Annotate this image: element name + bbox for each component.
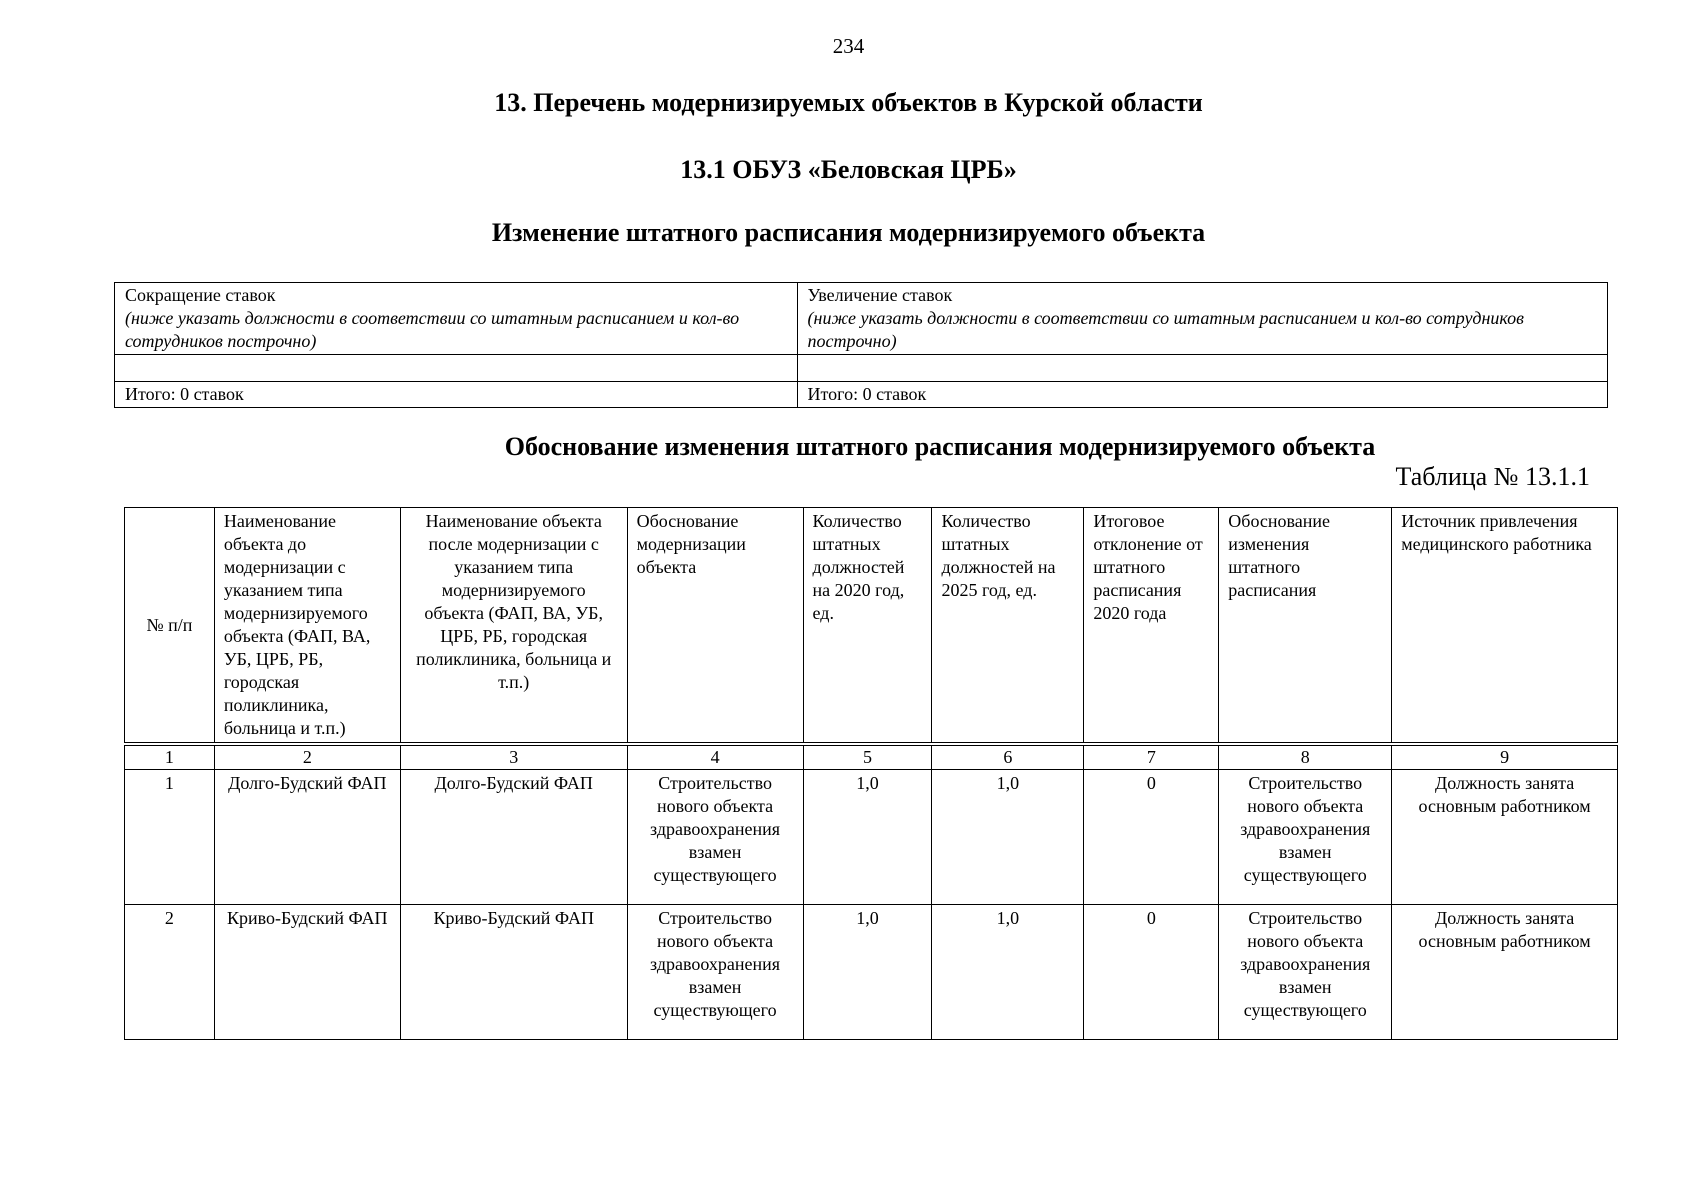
column-number: 1 [125,744,215,770]
empty-cell [115,355,798,382]
object-before: Долго-Будский ФАП [214,770,400,905]
deviation: 0 [1084,770,1219,905]
staff-table-empty-row [115,355,1608,382]
increase-note: (ниже указать должности в соответствии со штатным расписанием и кол-во сотрудников построчно) [807,308,1524,351]
object-after: Криво-Будский ФАП [400,905,627,1040]
column-number: 6 [932,744,1084,770]
modernization-reason: Строительство нового объекта здравоохранения взамен существующего [627,770,803,905]
reduction-note: (ниже указать должности в соответствии со штатным расписанием и кол-во сотрудников построчно) [125,308,740,351]
header-cell-positions-2025: Количество штатных должностей на 2025 год, ед. [932,508,1084,745]
section-title: 13. Перечень модернизируемых объектов в Курской области [494,88,1203,117]
object-before: Криво-Будский ФАП [214,905,400,1040]
column-number: 5 [803,744,932,770]
header-cell-staff-source: Источник привлечения медицинского работника [1392,508,1618,745]
subsection-title: 13.1 ОБУЗ «Беловская ЦРБ» [680,155,1017,184]
page-number: 234 [832,34,865,58]
header-cell-deviation: Итоговое отклонение от штатного расписания 2020 года [1084,508,1219,745]
header-cell-positions-2020: Количество штатных должностей на 2020 год, ед. [803,508,932,745]
header-cell-modernization-reason: Обоснование модернизации объекта [627,508,803,745]
header-cell-number: № п/п [125,508,215,745]
positions-2025: 1,0 [932,905,1084,1040]
header-cell-change-reason: Обоснование изменения штатного расписания [1219,508,1392,745]
modernization-reason: Строительство нового объекта здравоохранения взамен существующего [627,905,803,1040]
column-number: 3 [400,744,627,770]
column-number-row [125,744,1618,770]
object-after: Долго-Будский ФАП [400,770,627,905]
header-cell-object-after: Наименование объекта после модернизации с указанием типа модернизируемого объекта (ФАП, ВА, УБ, ЦРБ, РБ, городская поликлиника, больница и т.п.) [400,508,627,745]
column-number: 4 [627,744,803,770]
reduction-title: Сокращение ставок [125,285,276,305]
deviation: 0 [1084,905,1219,1040]
positions-2020: 1,0 [803,770,932,905]
header-cell-object-before: Наименование объекта до модернизации с указанием типа модернизируемого объекта (ФАП, ВА, УБ, ЦРБ, РБ, городская поликлиника, больница и т.п.) [214,508,400,745]
staff-table-total-row [115,382,1608,408]
column-number: 2 [214,744,400,770]
increase-header-cell [797,283,1607,355]
column-number: 8 [1219,744,1392,770]
reduction-header-cell [115,283,798,355]
justification-table [124,507,1618,1040]
change-reason: Строительство нового объекта здравоохранения взамен существующего [1219,905,1392,1040]
increase-total: Итого: 0 ставок [797,382,1607,408]
empty-cell [797,355,1607,382]
table-row [125,770,1618,905]
staff-change-heading: Изменение штатного расписания модернизируемого объекта [491,218,1206,247]
staff-change-table [114,282,1608,408]
increase-title: Увеличение ставок [807,285,953,305]
staff-source: Должность занята основным работником [1392,905,1618,1040]
positions-2020: 1,0 [803,905,932,1040]
column-number: 9 [1392,744,1618,770]
justification-heading: Обоснование изменения штатного расписания модернизируемого объекта [504,432,1376,461]
staff-table-header-row [115,283,1608,355]
row-number: 1 [125,770,215,905]
change-reason: Строительство нового объекта здравоохранения взамен существующего [1219,770,1392,905]
staff-source: Должность занята основным работником [1392,770,1618,905]
table-header-row [125,508,1618,745]
table-row [125,905,1618,1040]
positions-2025: 1,0 [932,770,1084,905]
column-number: 7 [1084,744,1219,770]
row-number: 2 [125,905,215,1040]
reduction-total: Итого: 0 ставок [115,382,798,408]
table-caption: Таблица № 13.1.1 [1395,462,1590,491]
